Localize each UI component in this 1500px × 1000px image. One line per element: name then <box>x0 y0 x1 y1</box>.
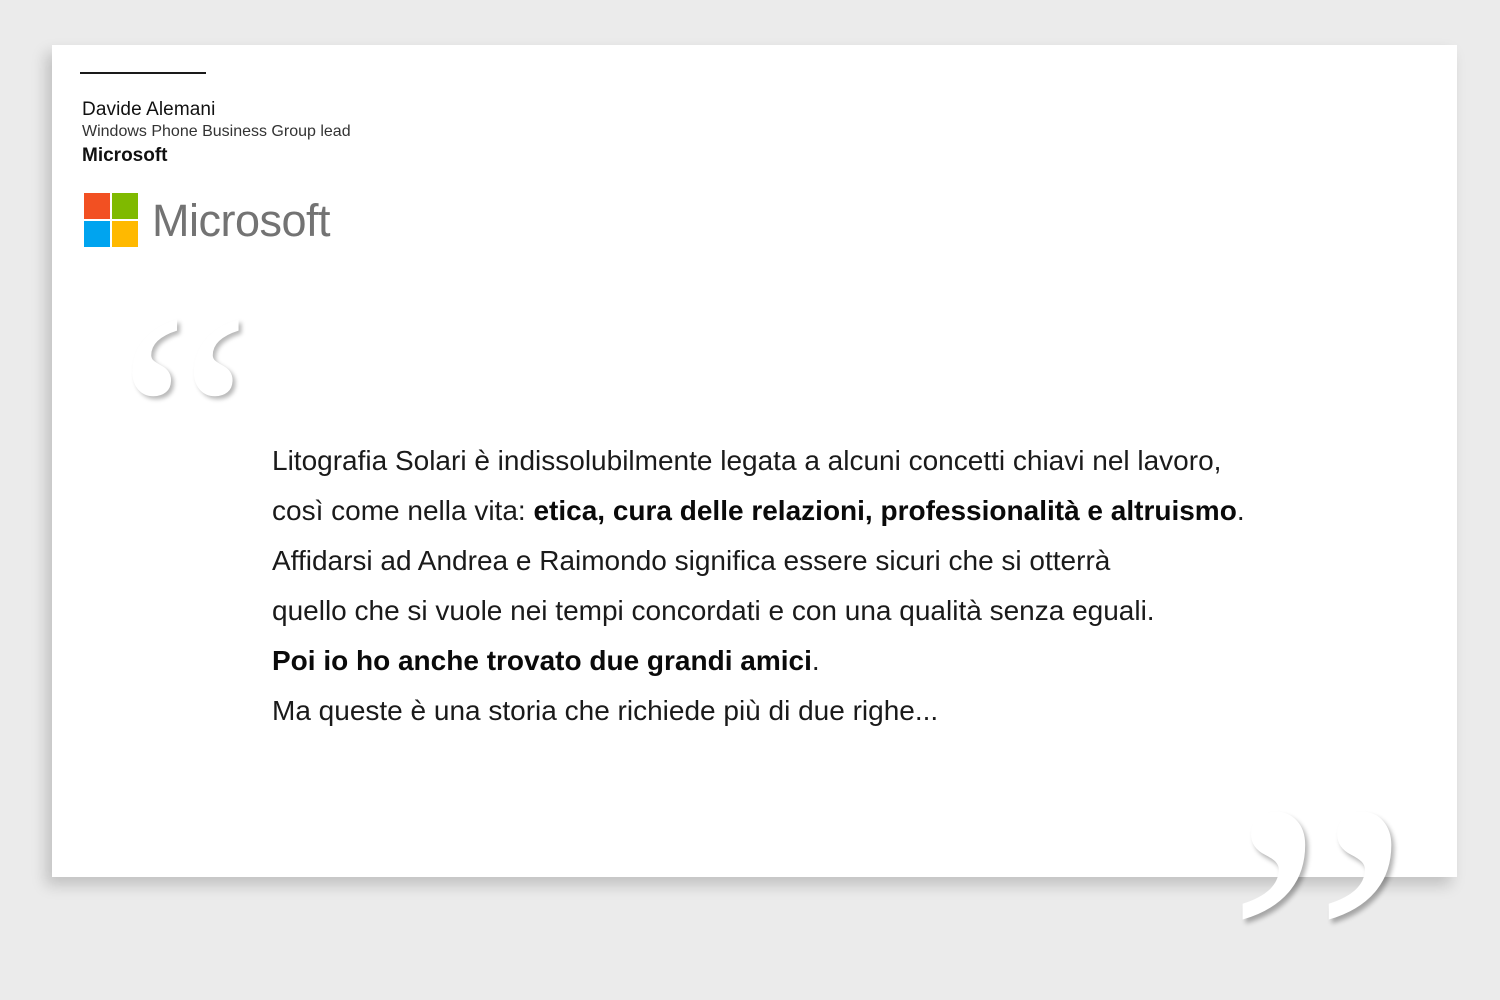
quote-line: Litografia Solari è indissolubilmente legata a alcuni concetti chiavi nel lavoro, <box>272 445 1222 476</box>
quote-emphasis: Poi io ho anche trovato due grandi amici <box>272 645 812 676</box>
author-company: Microsoft <box>82 145 168 166</box>
logo-wordmark: Microsoft <box>152 194 331 246</box>
close-quote-icon: ” <box>1225 717 1412 1000</box>
quote-emphasis: etica, cura delle relazioni, professionalità e altruismo <box>533 495 1237 526</box>
quote-line: Affidarsi ad Andrea e Raimondo significa essere sicuri che si otterrà <box>272 545 1111 576</box>
author-name: Davide Alemani <box>82 99 216 120</box>
quote-line: quello che si vuole nei tempi concordati e con una qualità senza eguali. <box>272 595 1155 626</box>
open-quote-icon: “ <box>118 252 252 584</box>
quote-text: . <box>811 645 820 676</box>
divider-rule <box>80 72 206 74</box>
windows-squares-icon <box>84 193 138 247</box>
quote-text: così come nella vita: <box>272 495 534 526</box>
quote-line: Ma queste è una storia che richiede più di due righe... <box>272 695 939 726</box>
testimonial-text <box>272 436 1372 736</box>
quote-line <box>272 486 1372 536</box>
microsoft-logo <box>84 192 330 248</box>
author-role: Windows Phone Business Group lead <box>82 123 351 140</box>
quote-text: . <box>1236 495 1245 526</box>
quote-line <box>272 636 1372 686</box>
